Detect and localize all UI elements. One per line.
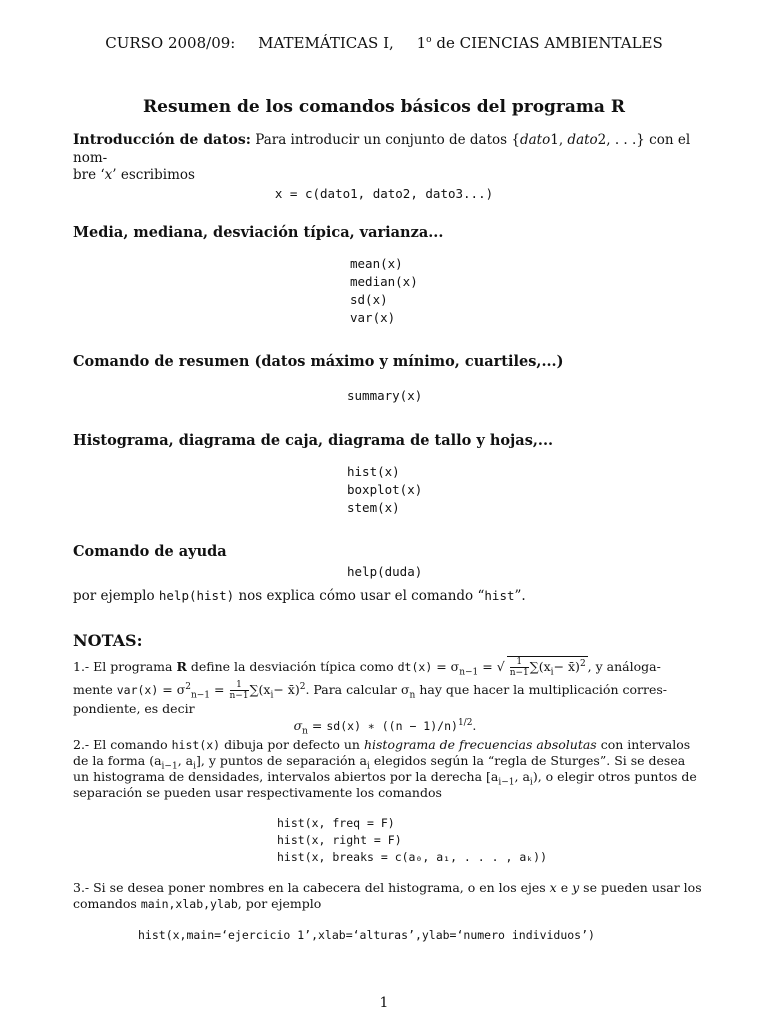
course-degree: 1$^o$ de CIENCIAS AMBIENTALES bbox=[416, 34, 663, 52]
course-year: CURSO 2008/09: bbox=[105, 34, 236, 52]
summary-heading: Comando de resumen (datos máximo y mínimo, cuartiles,...) bbox=[73, 353, 564, 370]
note-1: 1.- El programa R define la desviación típica como $dt(x) = \sigma_{n-1}$ = √ $\frac{1}{n-1}$ $\sum(x_i-$ x̄)$^2$ , y análoga- mente $var(x) = \sigma^2_{n-1}$ = $\frac{1}{n-1}$ $\sum(x_i-$ x̄)$^2$. Para calcular $\sigma_n$ hay que hacer la multiplicación corres- pondiente, es decir $\sigma_n = sd(x)$ ∗ $((n - 1)/n)^{1/2}$. bbox=[73, 656, 697, 734]
page-number: 1 bbox=[379, 995, 389, 1011]
note-3-code: hist(x,main=‘ejercicio 1’,xlab=‘alturas’,ylab=‘numero individuos’) bbox=[138, 928, 595, 942]
intro-code: x = c(dato1, dato2, dato3...) bbox=[274, 186, 494, 201]
help-heading: Comando de ayuda bbox=[73, 543, 227, 560]
command-line: stem(x) bbox=[347, 500, 400, 515]
course-header bbox=[0, 34, 768, 54]
command-line: hist(x) bbox=[347, 464, 400, 479]
command-line: hist(x, freq = F) bbox=[277, 816, 395, 830]
command-line: hist(x, right = F) bbox=[277, 833, 402, 847]
course-subject: MATEMÁTICAS I, bbox=[258, 34, 394, 52]
notes-heading: NOTAS: bbox=[73, 631, 143, 650]
page-title: Resumen de los comandos básicos del programa R bbox=[143, 97, 625, 117]
command-line: median(x) bbox=[350, 274, 418, 289]
command-line: mean(x) bbox=[350, 256, 403, 271]
sigma-formula: $\sigma_n = sd(x)$ ∗ $((n - 1)/n)^{1/2}$. bbox=[293, 717, 477, 737]
fraction: $\frac{1}{n-1}$ bbox=[229, 680, 249, 701]
note-3: 3.- Si se desea poner nombres en la cabecera del histograma, o en los ejes x e y se pueden usar los comandos main,xlab,ylab, por ejemplo bbox=[73, 880, 702, 911]
help-command: help(duda) bbox=[347, 564, 423, 579]
command-line: boxplot(x) bbox=[347, 482, 423, 497]
note-2: 2.- El comando hist(x) dibuja por defecto un histograma de frecuencias absolutas con intervalos de la forma ($a_{i-1}$, $a_i$], y puntos de separación $a_i$ elegidos según la “regla de Sturges”. Si se desea un histograma de densidades, intervalos abiertos por la derecha [$a_{i-1}$, $a_i$), o elegir otros puntos de separación se pueden usar respectivamente los comandos bbox=[73, 737, 697, 800]
intro-paragraph: Introducción de datos: Para introducir un conjunto de datos {dato1, dato2, . . .} con el nom- bre ‘x’ escribimos bbox=[73, 132, 691, 184]
command-line: sd(x) bbox=[350, 292, 388, 307]
note-2-commands bbox=[277, 815, 547, 866]
fraction: $\frac{1}{n-1}$ bbox=[509, 657, 529, 678]
help-example: por ejemplo help(hist) nos explica cómo usar el comando “hist”. bbox=[73, 588, 526, 604]
command-line: var(x) bbox=[350, 310, 396, 325]
command-line: hist(x, breaks = c(a₀, a₁, . . . , aₖ)) bbox=[277, 850, 548, 864]
stats-heading: Media, mediana, desviación típica, varianza... bbox=[73, 224, 444, 241]
stats-commands bbox=[350, 255, 418, 327]
summary-command: summary(x) bbox=[347, 388, 423, 403]
plots-commands bbox=[347, 463, 422, 517]
plots-heading: Histograma, diagrama de caja, diagrama de tallo y hojas,... bbox=[73, 432, 554, 449]
